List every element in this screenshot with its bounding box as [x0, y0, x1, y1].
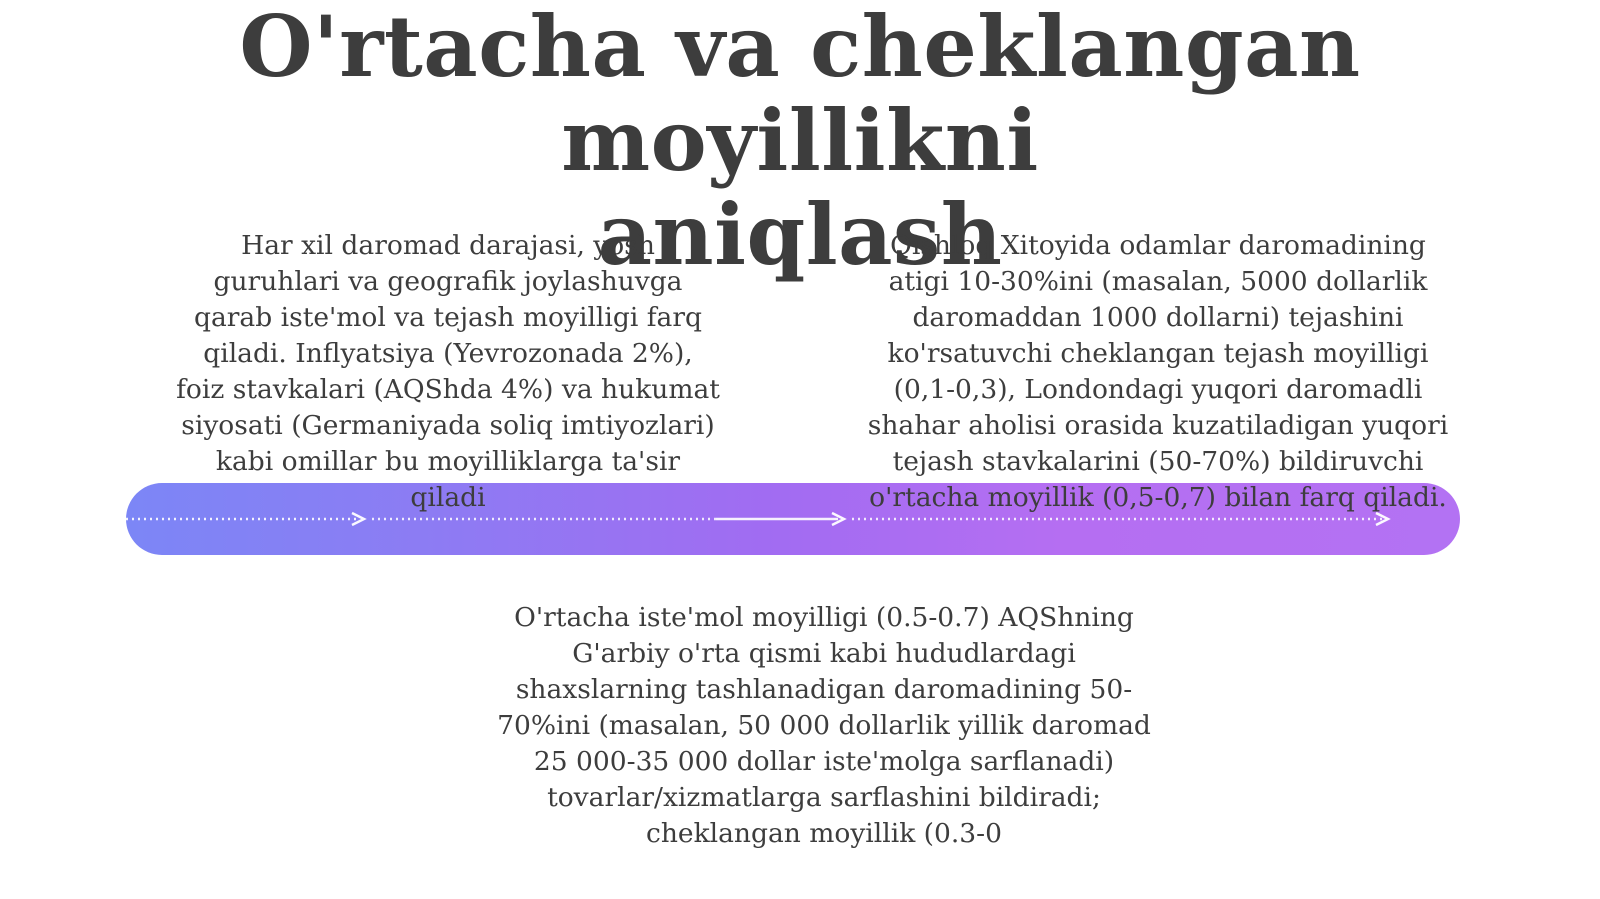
- right-text-line: o'rtacha moyillik (0,5-0,7) bilan farq qiladi.: [869, 482, 1447, 513]
- bottom-text-line: 25 000-35 000 dollar iste'molga sarflanadi): [533, 746, 1115, 777]
- right-text-line: atigi 10-30%ini (masalan, 5000 dollarlik: [888, 266, 1428, 297]
- left-text-line: Har xil daromad darajasi, yosh: [241, 230, 655, 261]
- bottom-text-line: G'arbiy o'rta qismi kabi hududlardagi: [572, 638, 1076, 669]
- bottom-text-line: O'rtacha iste'mol moyilligi (0.5-0.7) AQShning: [514, 602, 1134, 633]
- right-text-line: ko'rsatuvchi cheklangan tejash moyilligi: [887, 338, 1429, 369]
- left-text-line: qiladi. Inflyatsiya (Yevrozonada 2%),: [203, 338, 693, 369]
- left-text-block: [148, 228, 748, 516]
- left-text-line: foiz stavkalari (AQShda 4%) va hukumat: [176, 374, 720, 405]
- right-text-line: daromaddan 1000 dollarni) tejashini: [912, 302, 1404, 333]
- left-text-line: guruhlari va geografik joylashuvga: [213, 266, 683, 297]
- slide-title-line-2: aniqlash: [597, 185, 1003, 284]
- left-text-line: qiladi: [410, 482, 486, 513]
- left-text-line: kabi omillar bu moyilliklarga ta'sir: [215, 446, 681, 477]
- slide-title-line-1: O'rtacha va cheklangan moyillikni: [239, 0, 1361, 190]
- bottom-text-line: shaxslarning tashlanadigan daromadining 50-: [515, 674, 1133, 705]
- left-text-line: qarab iste'mol va tejash moyilligi farq: [194, 302, 702, 333]
- right-text-line: shahar aholisi orasida kuzatiladigan yuqori: [867, 410, 1449, 441]
- right-text-line: (0,1-0,3), Londondagi yuqori daromadli: [893, 374, 1423, 405]
- bottom-text-line: tovarlar/xizmatlarga sarflashini bildiradi;: [547, 782, 1101, 813]
- right-text-line: tejash stavkalarini (50-70%) bildiruvchi: [892, 446, 1424, 477]
- bottom-text-block: [474, 600, 1174, 852]
- left-text-line: siyosati (Germaniyada soliq imtiyozlari): [181, 410, 715, 441]
- right-text-line: Qishloq Xitoyida odamlar daromadining: [890, 230, 1426, 261]
- bottom-text-line: cheklangan moyillik (0.3-0: [646, 818, 1002, 849]
- bottom-text-line: 70%ini (masalan, 50 000 dollarlik yillik daromad: [497, 710, 1151, 741]
- right-text-block: [838, 228, 1478, 516]
